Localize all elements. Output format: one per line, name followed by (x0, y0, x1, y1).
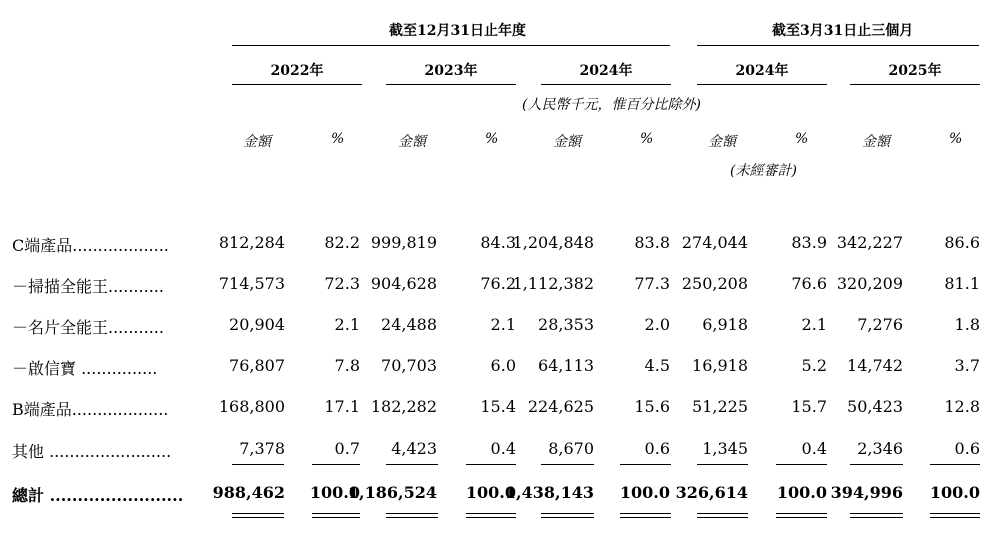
row-label-total: 總計 ........................ (12, 486, 184, 505)
cell-amount-2022: 168,800 (218, 397, 285, 416)
total-double-rule-pct-2022 (312, 513, 360, 518)
cell-amount-q2025: 7,276 (857, 315, 903, 334)
total-double-rule-pct-q2025 (930, 513, 980, 518)
cell-amount-q2025: 2,346 (857, 439, 903, 458)
total-double-rule-amount-2022 (232, 513, 284, 518)
row-label-camcard: －名片全能王........... (12, 318, 164, 337)
year-2022-rule (232, 84, 362, 85)
cell-amount-q2024: 6,918 (702, 315, 748, 334)
subtotal-rule-pct-2024 (620, 464, 671, 465)
col-amount-q2025: 金額 (862, 134, 890, 150)
cell-pct-2023: 2.1 (490, 315, 516, 334)
subtotal-rule-pct-q2025 (930, 464, 980, 465)
row-label-b-products: B端產品................... (12, 400, 169, 419)
col-pct-2023: % (485, 131, 499, 147)
cell-amount-q2025: 50,423 (847, 397, 903, 416)
cell-pct-2022: 72.3 (324, 274, 360, 293)
cell-amount-2024: 8,670 (548, 439, 594, 458)
col-pct-q2025: % (949, 131, 963, 147)
period-fy-rule (232, 45, 670, 46)
col-amount-2022: 金額 (243, 134, 271, 150)
cell-amount-q2025: 342,227 (836, 233, 903, 252)
subtotal-rule-amount-q2024 (697, 464, 748, 465)
q-2025-rule (850, 84, 980, 85)
cell-pct-2023: 76.2 (480, 274, 516, 293)
col-amount-q2024: 金額 (708, 134, 736, 150)
total-double-rule-amount-2023 (386, 513, 438, 518)
year-2023-header: 2023年 (424, 63, 478, 79)
cell-pct-q2025: 100.0 (929, 483, 980, 502)
row-label-qixinbao: －啟信寶 ............... (12, 359, 158, 378)
period-q-header: 截至3月31日止三個月 (772, 23, 914, 39)
cell-amount-2022: 76,807 (229, 356, 285, 375)
cell-pct-2023: 0.4 (490, 439, 516, 458)
cell-pct-2022: 100.0 (309, 483, 360, 502)
col-pct-2024: % (640, 131, 654, 147)
q-2024-rule (697, 84, 827, 85)
cell-amount-2022: 7,378 (239, 439, 285, 458)
total-double-rule-pct-2023 (466, 513, 516, 518)
cell-pct-q2025: 86.6 (944, 233, 980, 252)
cell-amount-2022: 20,904 (229, 315, 285, 334)
cell-amount-2024: 224,625 (527, 397, 594, 416)
subtotal-rule-amount-2022 (232, 464, 284, 465)
cell-pct-2024: 15.6 (634, 397, 670, 416)
cell-pct-2023: 6.0 (490, 356, 516, 375)
cell-pct-2022: 0.7 (334, 439, 360, 458)
cell-pct-2023: 100.0 (465, 483, 516, 502)
cell-amount-2023: 70,703 (381, 356, 437, 375)
cell-amount-q2024: 326,614 (675, 483, 748, 502)
subtotal-rule-pct-2022 (312, 464, 360, 465)
row-label-c-products: C端產品................... (12, 236, 169, 255)
cell-amount-2024: 1,438,143 (504, 483, 594, 502)
cell-pct-2024: 0.6 (644, 439, 670, 458)
period-fy-header: 截至12月31日止年度 (389, 23, 526, 39)
cell-amount-2023: 24,488 (381, 315, 437, 334)
cell-pct-2022: 2.1 (334, 315, 360, 334)
year-2023-rule (386, 84, 516, 85)
row-label-others: 其他 ........................ (12, 442, 172, 461)
cell-amount-q2025: 320,209 (836, 274, 903, 293)
period-q-rule (697, 45, 979, 46)
total-double-rule-pct-q2024 (776, 513, 827, 518)
year-2024-rule (541, 84, 671, 85)
cell-amount-2022: 812,284 (218, 233, 285, 252)
cell-pct-q2024: 15.7 (791, 397, 827, 416)
cell-pct-q2024: 76.6 (791, 274, 827, 293)
total-double-rule-amount-q2025 (850, 513, 903, 518)
cell-amount-2023: 999,819 (370, 233, 437, 252)
subtotal-rule-amount-2023 (386, 464, 438, 465)
subtotal-rule-amount-2024 (541, 464, 594, 465)
col-amount-2024: 金額 (553, 134, 581, 150)
q-2024-header: 2024年 (735, 63, 789, 79)
unit-note: (人民幣千元，惟百分比除外) (522, 97, 701, 113)
cell-pct-2024: 100.0 (619, 483, 670, 502)
cell-pct-q2025: 1.8 (954, 315, 980, 334)
cell-amount-q2025: 394,996 (830, 483, 903, 502)
cell-amount-2024: 1,112,382 (512, 274, 594, 293)
total-double-rule-amount-2024 (541, 513, 594, 518)
year-2022-header: 2022年 (270, 63, 324, 79)
cell-pct-2022: 17.1 (324, 397, 360, 416)
cell-pct-q2024: 0.4 (801, 439, 827, 458)
subtotal-rule-amount-q2025 (850, 464, 903, 465)
cell-amount-q2024: 51,225 (692, 397, 748, 416)
cell-amount-q2024: 250,208 (681, 274, 748, 293)
cell-pct-q2025: 3.7 (954, 356, 980, 375)
cell-amount-q2025: 14,742 (847, 356, 903, 375)
cell-amount-2023: 182,282 (370, 397, 437, 416)
year-2024-header: 2024年 (579, 63, 633, 79)
unaudited-note: (未經審計) (730, 163, 797, 179)
cell-pct-q2024: 100.0 (776, 483, 827, 502)
col-amount-2023: 金額 (398, 134, 426, 150)
cell-amount-2023: 904,628 (370, 274, 437, 293)
cell-amount-2023: 4,423 (391, 439, 437, 458)
cell-amount-2024: 1,204,848 (512, 233, 594, 252)
cell-pct-q2025: 81.1 (944, 274, 980, 293)
subtotal-rule-pct-q2024 (776, 464, 827, 465)
cell-amount-2022: 714,573 (218, 274, 285, 293)
cell-pct-2023: 84.3 (480, 233, 516, 252)
total-double-rule-amount-q2024 (697, 513, 748, 518)
cell-amount-2024: 64,113 (538, 356, 594, 375)
subtotal-rule-pct-2023 (466, 464, 516, 465)
col-pct-2022: % (331, 131, 345, 147)
cell-pct-2024: 83.8 (634, 233, 670, 252)
cell-pct-q2024: 83.9 (791, 233, 827, 252)
cell-pct-2024: 4.5 (644, 356, 670, 375)
cell-pct-q2024: 2.1 (801, 315, 827, 334)
cell-amount-2022: 988,462 (212, 483, 285, 502)
cell-pct-2022: 7.8 (334, 356, 360, 375)
q-2025-header: 2025年 (888, 63, 942, 79)
cell-amount-2023: 1,186,524 (347, 483, 437, 502)
total-double-rule-pct-2024 (620, 513, 671, 518)
col-pct-q2024: % (795, 131, 809, 147)
cell-pct-2024: 77.3 (634, 274, 670, 293)
cell-amount-q2024: 1,345 (702, 439, 748, 458)
cell-pct-q2025: 0.6 (954, 439, 980, 458)
cell-pct-2024: 2.0 (644, 315, 670, 334)
cell-pct-q2024: 5.2 (801, 356, 827, 375)
cell-amount-q2024: 16,918 (692, 356, 748, 375)
cell-pct-2022: 82.2 (324, 233, 360, 252)
cell-amount-q2024: 274,044 (681, 233, 748, 252)
cell-pct-q2025: 12.8 (944, 397, 980, 416)
cell-amount-2024: 28,353 (538, 315, 594, 334)
row-label-camscanner: －掃描全能王........... (12, 277, 164, 296)
cell-pct-2023: 15.4 (480, 397, 516, 416)
